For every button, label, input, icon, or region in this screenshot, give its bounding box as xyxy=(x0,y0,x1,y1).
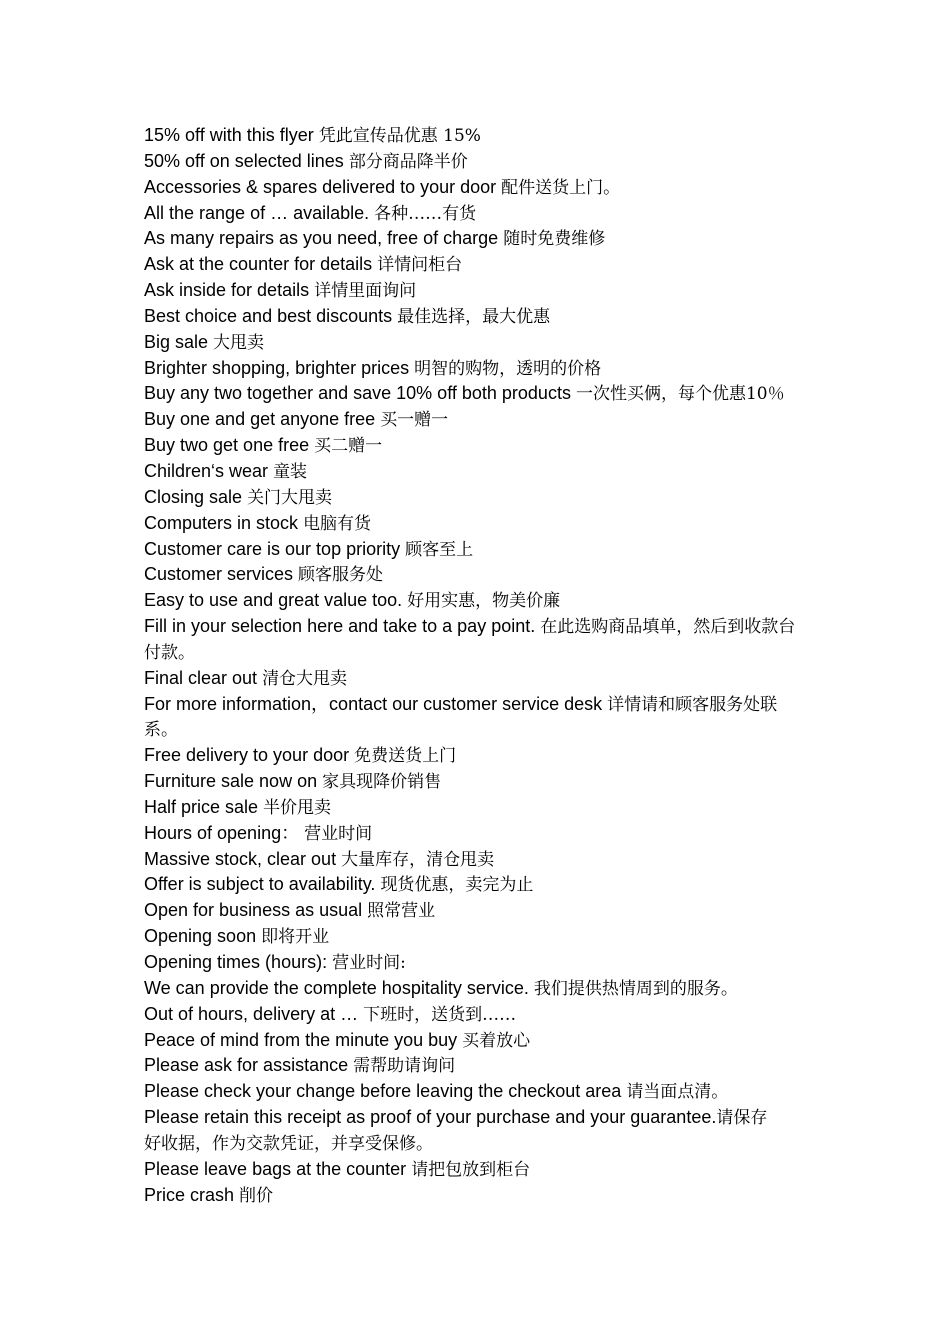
english-text: 50% off on selected lines xyxy=(144,150,349,171)
english-text: 15% off with this flyer xyxy=(144,125,319,145)
english-text: Buy any two together and save 10% off both products xyxy=(144,383,576,404)
chinese-text: 详情请和顾客服务处联系。 xyxy=(144,694,778,741)
phrase-line xyxy=(144,950,810,976)
phrase-line xyxy=(144,381,810,407)
chinese-text: 清仓大甩卖 xyxy=(262,668,348,689)
english-text: We can provide the complete hospitality service. xyxy=(144,977,534,998)
chinese-text: 大量库存，清仓甩卖 xyxy=(341,849,495,870)
english-text: Hours of opening： xyxy=(144,822,305,843)
chinese-text: 童装 xyxy=(273,461,308,482)
phrase-line xyxy=(144,562,810,588)
phrase-line xyxy=(144,537,810,563)
chinese-text: 请把包放到柜台 xyxy=(411,1159,531,1180)
chinese-text: 各种……有货 xyxy=(374,203,477,224)
phrase-line xyxy=(144,252,810,278)
chinese-text: 我们提供热情周到的服务。 xyxy=(533,978,738,999)
english-text: Easy to use and great value too. xyxy=(144,590,408,611)
phrase-line xyxy=(144,433,810,459)
chinese-text: 需帮助请询问 xyxy=(353,1056,456,1077)
phrase-line xyxy=(144,743,810,769)
phrase-line xyxy=(144,226,810,252)
phrase-list xyxy=(144,123,810,1208)
phrase-line xyxy=(144,924,810,950)
chinese-text: 家具现降价销售 xyxy=(322,772,442,793)
english-text: Customer care is our top priority xyxy=(144,538,406,559)
english-text: Price crash xyxy=(144,1184,240,1205)
phrase-line xyxy=(144,1053,810,1079)
english-text: Brighter shopping, brighter prices xyxy=(144,357,415,378)
english-text: Please ask for assistance xyxy=(144,1055,354,1076)
phrase-line xyxy=(144,1105,810,1131)
phrase-line xyxy=(144,666,810,692)
chinese-text: 免费送货上门 xyxy=(354,746,457,767)
phrase-line xyxy=(144,898,810,924)
chinese-text: 买一赠一 xyxy=(380,410,449,431)
english-text: Fill in your selection here and take to a pay point. xyxy=(144,616,541,637)
phrase-line xyxy=(144,356,810,382)
english-text: Out of hours, delivery at … xyxy=(144,1003,364,1024)
chinese-text: 削价 xyxy=(239,1185,274,1206)
english-text: Big sale xyxy=(144,331,214,352)
chinese-text: 最佳选择，最大优惠 xyxy=(397,306,551,327)
phrase-line xyxy=(144,795,810,821)
chinese-text: 凭此宣传品优惠 15% xyxy=(318,126,481,146)
phrase-line xyxy=(144,1157,810,1183)
phrase-line xyxy=(144,1028,810,1054)
phrase-line xyxy=(144,1131,810,1157)
chinese-text: 详情问柜台 xyxy=(377,255,463,276)
phrase-line xyxy=(144,330,810,356)
phrase-line xyxy=(144,588,810,614)
chinese-text: 即将开业 xyxy=(261,927,330,948)
english-text: Please retain this receipt as proof of your purchase and your guarantee. xyxy=(144,1107,717,1128)
chinese-text: 顾客服务处 xyxy=(298,565,384,586)
english-text: Ask inside for details xyxy=(144,280,315,301)
english-text: All the range of … available. xyxy=(144,202,375,223)
chinese-text: 好收据，作为交款凭证，并享受保修。 xyxy=(144,1133,433,1154)
english-text: Offer is subject to availability. xyxy=(144,874,381,895)
phrase-line xyxy=(144,511,810,537)
chinese-text: 顾客至上 xyxy=(405,539,474,560)
english-text: Best choice and best discounts xyxy=(144,305,398,326)
chinese-text: 大甩卖 xyxy=(213,332,265,353)
phrase-line xyxy=(144,407,810,433)
phrase-line xyxy=(144,614,810,666)
english-text: Final clear out xyxy=(144,667,263,688)
english-text: For more information，contact our customer service desk xyxy=(144,693,608,714)
phrase-line xyxy=(144,1183,810,1209)
english-text: Ask at the counter for details xyxy=(144,254,378,275)
phrase-line xyxy=(144,692,810,744)
english-text: Children‘s wear xyxy=(144,460,274,481)
chinese-text: 配件送货上门。 xyxy=(501,177,621,198)
phrase-line xyxy=(144,769,810,795)
chinese-text: 请保存 xyxy=(716,1108,768,1129)
english-text: Peace of mind from the minute you buy xyxy=(144,1029,463,1050)
chinese-text: 随时免费维修 xyxy=(503,229,606,250)
phrase-line xyxy=(144,1002,810,1028)
phrase-line xyxy=(144,847,810,873)
phrase-line xyxy=(144,872,810,898)
english-text: Closing sale xyxy=(144,486,248,507)
chinese-text: 好用实惠，物美价廉 xyxy=(407,591,561,612)
chinese-text: 现货优惠，卖完为止 xyxy=(380,875,534,896)
chinese-text: 半价甩卖 xyxy=(263,797,332,818)
english-text: Opening soon xyxy=(144,926,262,947)
english-text: Accessories & spares delivered to your door xyxy=(144,176,502,197)
phrase-line xyxy=(144,821,810,847)
phrase-line xyxy=(144,1079,810,1105)
english-text: Free delivery to your door xyxy=(144,745,355,766)
chinese-text: 营业时间: xyxy=(332,953,406,973)
chinese-text: 请当面点清。 xyxy=(626,1082,729,1103)
english-text: Half price sale xyxy=(144,796,264,817)
english-text: Furniture sale now on xyxy=(144,771,323,792)
english-text: Computers in stock xyxy=(144,512,304,533)
english-text: As many repairs as you need, free of charge xyxy=(144,228,504,249)
phrase-line xyxy=(144,175,810,201)
english-text: Opening times (hours): xyxy=(144,952,333,972)
chinese-text: 下班时，送货到…… xyxy=(363,1004,517,1025)
english-text: Customer services xyxy=(144,564,299,585)
chinese-text: 部分商品降半价 xyxy=(348,151,468,172)
phrase-line xyxy=(144,976,810,1002)
phrase-line xyxy=(144,149,810,175)
chinese-text: 明智的购物，透明的价格 xyxy=(414,358,602,379)
chinese-text: 电脑有货 xyxy=(303,513,372,534)
english-text: Massive stock, clear out xyxy=(144,848,342,869)
phrase-line xyxy=(144,278,810,304)
chinese-text: 一次性买俩，每个优惠10％ xyxy=(575,384,785,405)
english-text: Please check your change before leaving the checkout area xyxy=(144,1081,627,1102)
phrase-line xyxy=(144,459,810,485)
phrase-line xyxy=(144,123,810,149)
chinese-text: 在此选购商品填单，然后到收款台付款。 xyxy=(144,617,796,663)
english-text: Open for business as usual xyxy=(144,900,368,921)
phrase-line xyxy=(144,201,810,227)
english-text: Buy one and get anyone free xyxy=(144,409,381,430)
chinese-text: 照常营业 xyxy=(367,901,436,922)
chinese-text: 买二赠一 xyxy=(314,436,383,457)
phrase-line xyxy=(144,304,810,330)
phrase-line xyxy=(144,485,810,511)
chinese-text: 关门大甩卖 xyxy=(247,487,333,508)
english-text: Buy two get one free xyxy=(144,435,315,456)
chinese-text: 详情里面询问 xyxy=(314,281,417,302)
english-text: Please leave bags at the counter xyxy=(144,1158,412,1179)
chinese-text: 营业时间 xyxy=(304,823,373,844)
chinese-text: 买着放心 xyxy=(462,1030,531,1051)
